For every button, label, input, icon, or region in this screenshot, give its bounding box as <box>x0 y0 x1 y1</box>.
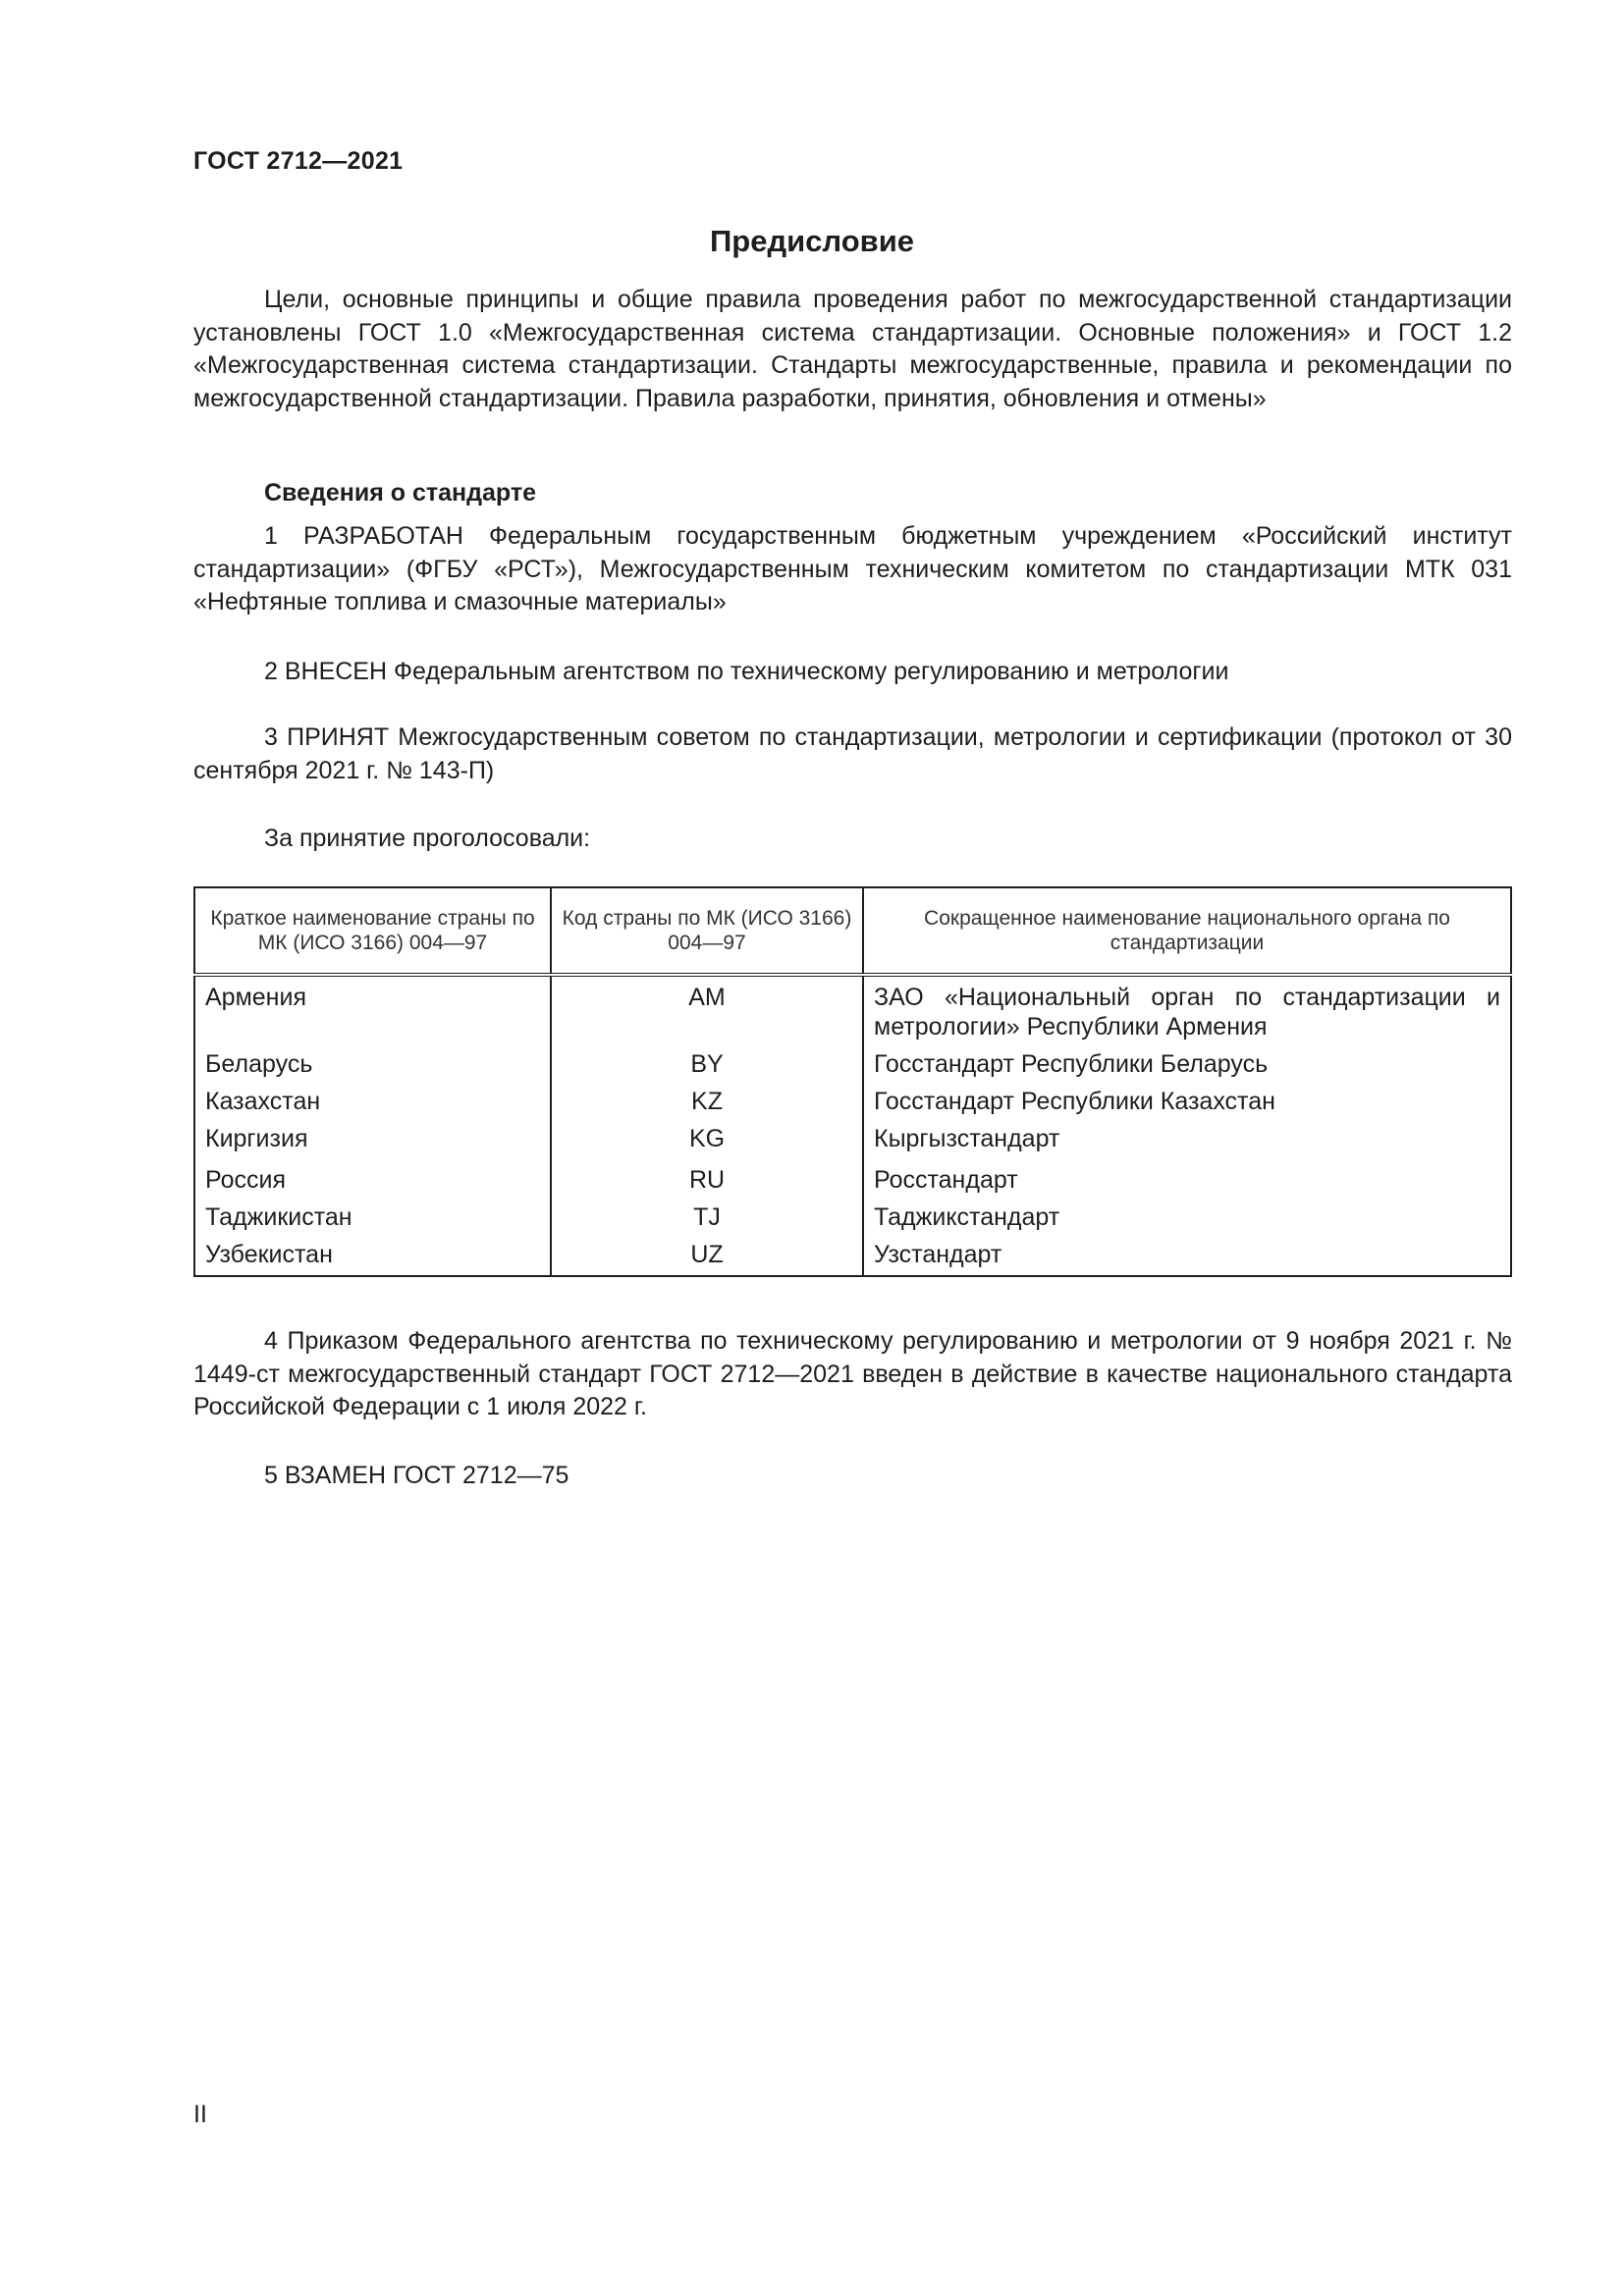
cell-code: BY <box>551 1045 863 1083</box>
table-row <box>194 1157 1511 1199</box>
voting-table <box>193 886 1512 1277</box>
cell-code: AM <box>551 975 863 1045</box>
item2-paragraph: 2 ВНЕСЕН Федеральным агентством по техническому регулированию и метрологии <box>264 658 1229 685</box>
cell-org: Узстандарт <box>863 1236 1511 1276</box>
table-header-row <box>194 887 1511 975</box>
cell-country: Узбекистан <box>205 1241 333 1268</box>
cell-country: Беларусь <box>205 1050 313 1078</box>
cell-org: Кыргызстандарт <box>863 1120 1511 1157</box>
table-row <box>194 1236 1511 1276</box>
cell-org: Госстандарт Республики Беларусь <box>863 1045 1511 1083</box>
table-row <box>194 975 1511 1045</box>
header-standards-body: Сокращенное наименование национального органа по стандартизации <box>863 887 1511 975</box>
item4-block <box>193 1325 1512 1424</box>
table-row <box>194 1120 1511 1157</box>
table-row <box>194 1045 1511 1083</box>
table-row <box>194 1199 1511 1236</box>
cell-country: Казахстан <box>205 1088 321 1115</box>
cell-org: Росстандарт <box>863 1157 1511 1199</box>
intro-paragraph: Цели, основные принципы и общие правила проведения работ по межгосударственной стандартизации установлены ГОСТ 1.0 «Межгосударственная система стандартизации. Основные положения» и ГОСТ 1.2 «Межгосударственная система стандартизации. Стандарты межгосударственные, правила и рекомендации по межгосударственной стандартизации. Правила разработки, принятия, обновления и отмены» <box>193 286 1512 412</box>
item2-block <box>193 656 1512 689</box>
cell-code: KG <box>551 1120 863 1157</box>
cell-org: Госстандарт Республики Казахстан <box>863 1083 1511 1120</box>
item1-block <box>193 520 1512 619</box>
page-number: II <box>193 2101 207 2128</box>
header-country-code: Код страны по МК (ИСО 3166) 004—97 <box>551 887 863 975</box>
cell-code: TJ <box>551 1199 863 1236</box>
cell-org: ЗАО «Национальный орган по стандартизации и метрологии» Республики Армения <box>863 975 1511 1045</box>
info-heading: Сведения о стандарте <box>264 479 537 507</box>
vote-intro: За принятие проголосовали: <box>264 825 591 852</box>
cell-org: Таджикстандарт <box>863 1199 1511 1236</box>
cell-country: Киргизия <box>205 1125 308 1152</box>
item3-paragraph: 3 ПРИНЯТ Межгосударственным советом по стандартизации, метрологии и сертификации (протокол от 30 сентября 2021 г. № 143-П) <box>193 723 1512 784</box>
item1-paragraph: 1 РАЗРАБОТАН Федеральным государственным бюджетным учреждением «Российский институт стандартизации» (ФГБУ «РСТ»), Межгосударственным техническим комитетом по стандартизации МТК 031 «Нефтяные топлива и смазочные материалы» <box>193 522 1512 615</box>
cell-code: RU <box>551 1157 863 1199</box>
item4-paragraph: 4 Приказом Федерального агентства по техническому регулированию и метрологии от 9 ноября 2021 г. № 1449-ст межгосударственный стандарт ГОСТ 2712—2021 введен в действие в качестве национального стандарта Российской Федерации с 1 июля 2022 г. <box>193 1327 1512 1420</box>
item5-paragraph: 5 ВЗАМЕН ГОСТ 2712—75 <box>264 1462 569 1489</box>
header-country-name: Краткое наименование страны по МК (ИСО 3166) 004—97 <box>194 887 551 975</box>
cell-code: KZ <box>551 1083 863 1120</box>
cell-country: Таджикистан <box>205 1203 352 1231</box>
intro-block <box>193 284 1512 415</box>
table-row <box>194 1083 1511 1120</box>
cell-country: Россия <box>205 1166 286 1194</box>
cell-code: UZ <box>551 1236 863 1276</box>
document-code: ГОСТ 2712—2021 <box>193 147 404 175</box>
page-title: Предисловие <box>709 224 914 258</box>
cell-country: Армения <box>205 984 306 1011</box>
item3-block <box>193 721 1512 787</box>
